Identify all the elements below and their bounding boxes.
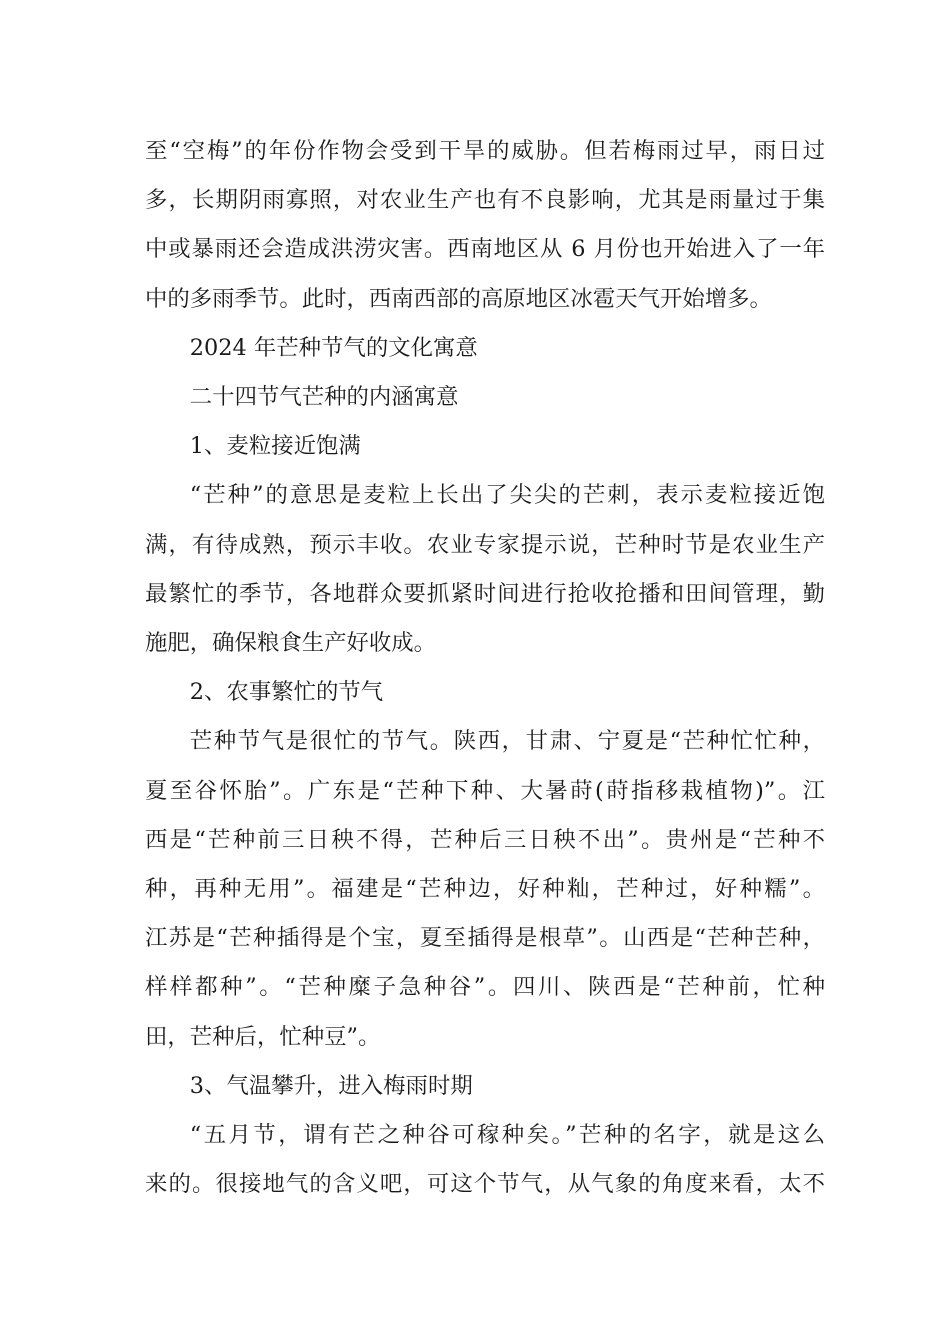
text-line: 满，有待成熟，预示丰收。农业专家提示说，芒种时节是农业生产	[145, 531, 825, 558]
text-line: 芒种节气是很忙的节气。陕西，甘肃、宁夏是“芒种忙忙种，	[189, 728, 825, 755]
text-line: 江苏是“芒种插得是个宝，夏至插得是根草”。山西是“芒种芒种，	[145, 925, 825, 952]
text-line: 2、农事繁忙的节气	[189, 679, 384, 706]
subheading-2	[145, 668, 825, 717]
heading-cultural-meaning	[145, 324, 825, 373]
text-line: “芒种”的意思是麦粒上长出了尖尖的芒刺，表示麦粒接近饱	[189, 482, 825, 509]
text-line: 至“空梅”的年份作物会受到干旱的威胁。但若梅雨过早，雨日过	[145, 138, 825, 164]
text-line: 多，长期阴雨寡照，对农业生产也有不良影响，尤其是雨量过于集	[145, 187, 825, 214]
heading-connotation	[145, 373, 825, 422]
text-line: 中或暴雨还会造成洪涝灾害。西南地区从 6 月份也开始进入了一年	[145, 236, 825, 263]
paragraph-busy-farming	[145, 717, 825, 1061]
text-line: 中的多雨季节。此时，西南西部的高原地区冰雹天气开始增多。	[145, 285, 772, 312]
text-line: 来的。很接地气的含义吧，可这个节气，从气象的角度来看，太不	[145, 1171, 825, 1198]
text-line: 2024 年芒种节气的文化寓意	[189, 334, 478, 361]
subheading-3	[145, 1062, 825, 1111]
text-line: 田，芒种后，忙种豆”。	[145, 1023, 381, 1050]
paragraph-plum-rain-continuation	[145, 127, 825, 324]
text-line: 种，再种无用”。福建是“芒种边，好种籼，芒种过，好种糯”。	[145, 876, 825, 903]
text-line: 最繁忙的季节，各地群众要抓紧时间进行抢收抢播和田间管理，勤	[145, 580, 825, 607]
text-line: 1、麦粒接近饱满	[189, 433, 361, 460]
text-line: 西是“芒种前三日秧不得，芒种后三日秧不出”。贵州是“芒种不	[145, 826, 825, 853]
text-line: 施肥，确保粮食生产好收成。	[145, 630, 437, 657]
text-line: 3、气温攀升，进入梅雨时期	[189, 1072, 473, 1099]
text-line: 夏至谷怀胎”。广东是“芒种下种、大暑莳(莳指移栽植物)”。江	[145, 777, 825, 804]
text-line: 二十四节气芒种的内涵寓意	[189, 384, 459, 411]
subheading-1	[145, 422, 825, 471]
document-body	[145, 127, 825, 1209]
paragraph-name-origin	[145, 1111, 825, 1209]
text-line: 样样都种”。“芒种糜子急种谷”。四川、陕西是“芒种前，忙种	[145, 974, 825, 1001]
text-line: “五月节，谓有芒之种谷可稼种矣。”芒种的名字，就是这么	[189, 1122, 825, 1149]
paragraph-wheat-grain	[145, 471, 825, 668]
